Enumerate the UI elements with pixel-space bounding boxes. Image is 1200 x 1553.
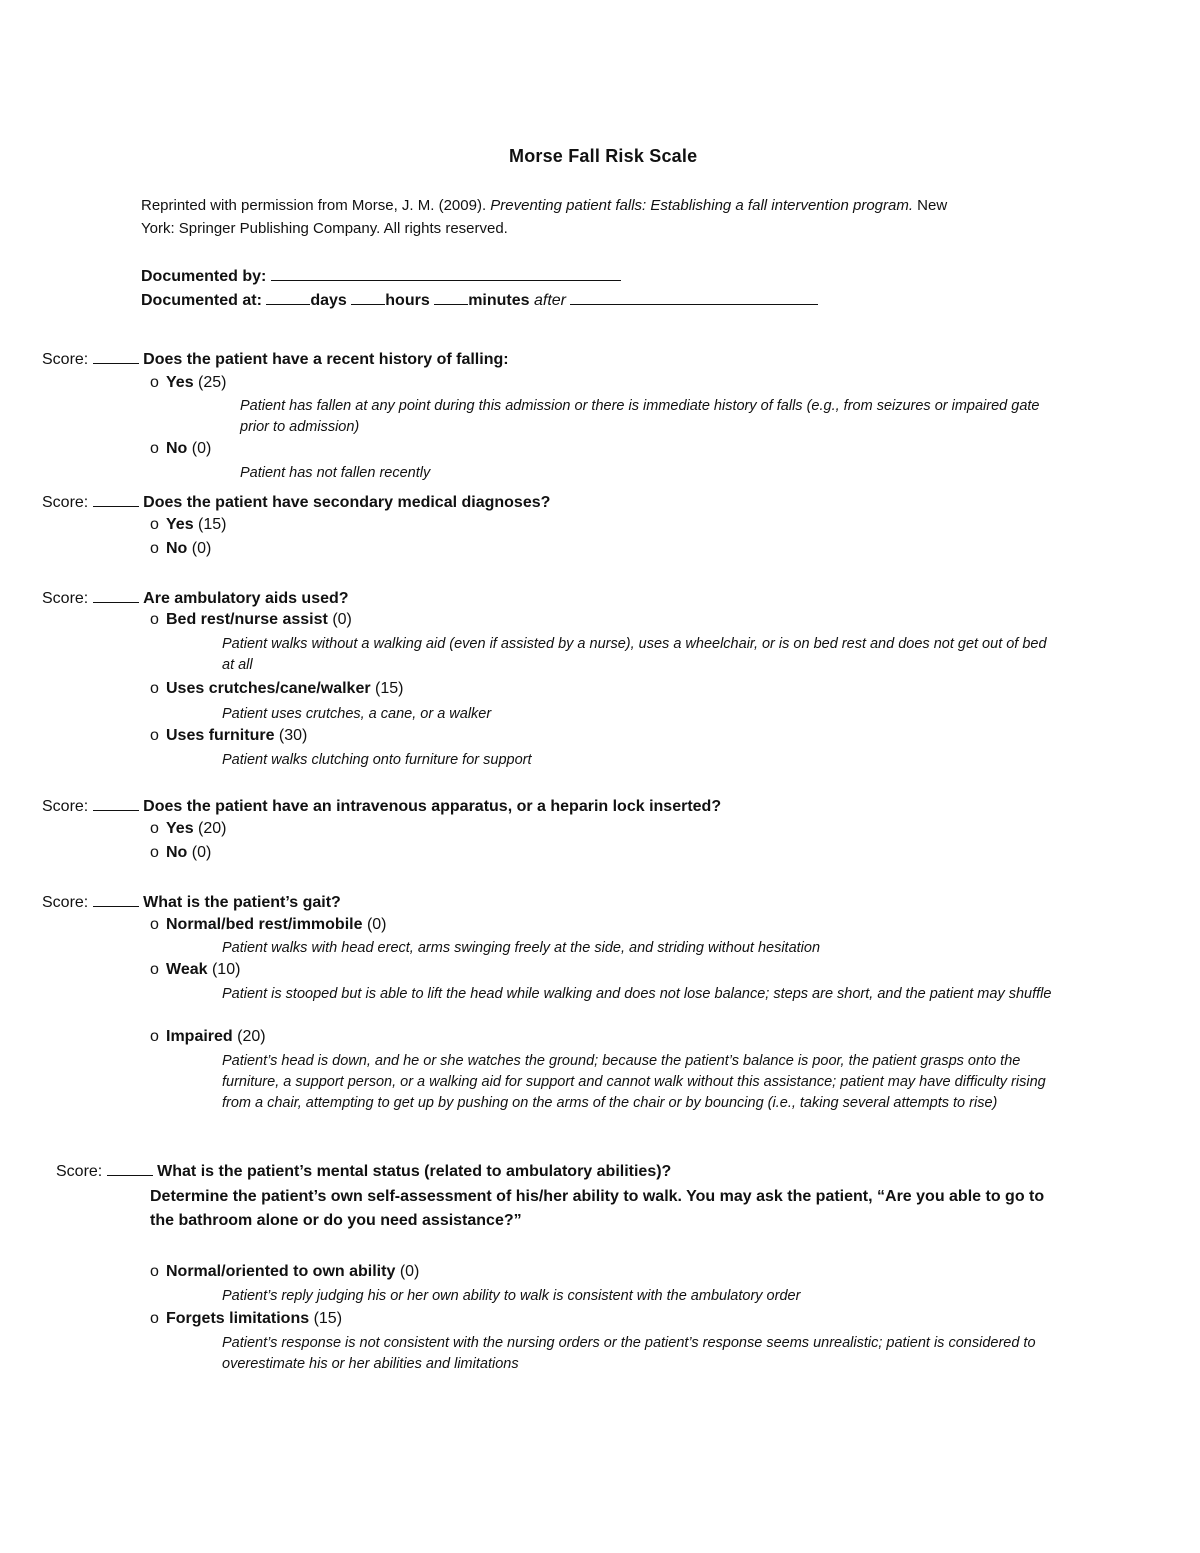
- option-description: Patient has fallen at any point during this admission or there is immediate history of falls (e.g., from seizures or impaired gate prior to admission): [240, 398, 1040, 435]
- documented-by-label: Documented by:: [141, 268, 267, 285]
- score-label: Score:: [42, 798, 89, 815]
- documented-at-label: Documented at:: [141, 292, 262, 309]
- question-row: [42, 588, 349, 610]
- option-points: (15): [198, 516, 227, 533]
- option-points: (20): [237, 1028, 266, 1045]
- option-item[interactable]: [150, 727, 307, 745]
- option-points: (30): [278, 727, 308, 744]
- option-item[interactable]: [150, 1310, 342, 1328]
- option-item[interactable]: [150, 611, 352, 629]
- score-field[interactable]: [93, 492, 139, 507]
- citation-book-title: Preventing patient falls: Establishing a fall intervention program.: [490, 197, 914, 214]
- score-field[interactable]: [93, 892, 139, 907]
- option-item[interactable]: [150, 916, 387, 934]
- bullet-icon: o: [150, 540, 159, 557]
- bullet-icon: o: [150, 844, 159, 861]
- citation-text: Reprinted with permission from Morse, J. M. (2009).: [141, 197, 491, 214]
- option-points: (20): [198, 820, 227, 837]
- option-label: No: [166, 844, 188, 861]
- bullet-icon: o: [150, 440, 159, 457]
- question-text: Does the patient have an intravenous apparatus, or a heparin lock inserted?: [143, 798, 722, 815]
- option-points: (0): [366, 916, 387, 933]
- score-field[interactable]: [93, 349, 139, 364]
- option-label: Weak: [166, 961, 208, 978]
- bullet-icon: o: [150, 961, 159, 978]
- option-description: Patient’s reply judging his or her own ability to walk is consistent with the ambulatory order: [222, 1288, 801, 1304]
- minutes-label: minutes: [468, 292, 530, 309]
- option-label: Impaired: [166, 1028, 233, 1045]
- option-points: (15): [313, 1310, 343, 1327]
- option-description: Patient’s response is not consistent with the nursing orders or the patient’s response seems unrealistic; patient is considered to overestimate his or her abilities and limitations: [222, 1335, 1036, 1372]
- score-field[interactable]: [93, 796, 139, 811]
- option-points: (0): [191, 440, 212, 457]
- bullet-icon: o: [150, 1263, 159, 1280]
- bullet-icon: o: [150, 374, 159, 391]
- option-item[interactable]: [150, 374, 227, 392]
- option-points: (10): [211, 961, 241, 978]
- option-points: (0): [332, 611, 352, 628]
- option-points: (15): [375, 680, 404, 697]
- option-description: Patient has not fallen recently: [240, 465, 431, 481]
- days-field[interactable]: [266, 290, 310, 305]
- option-description: Patient walks without a walking aid (even if assisted by a nurse), uses a wheelchair, or is on bed rest and does not get out of bed at all: [222, 636, 1047, 673]
- bullet-icon: o: [150, 1028, 159, 1045]
- documented-at-row: [141, 290, 818, 310]
- documented-by-field[interactable]: [271, 266, 621, 281]
- option-label: Normal/bed rest/immobile: [166, 916, 363, 933]
- bullet-icon: o: [150, 916, 159, 933]
- option-description: Patient uses crutches, a cane, or a walker: [222, 706, 492, 722]
- option-points: (0): [191, 540, 212, 557]
- bullet-icon: o: [150, 1310, 159, 1327]
- option-label: Forgets limitations: [166, 1310, 310, 1327]
- question-text: What is the patient’s gait?: [143, 894, 341, 911]
- bullet-icon: o: [150, 516, 159, 533]
- option-label: Yes: [166, 820, 194, 837]
- question-text: What is the patient’s mental status (related to ambulatory abilities)?: [157, 1163, 672, 1180]
- option-item[interactable]: [150, 540, 211, 558]
- question-row: [42, 349, 509, 371]
- question-text: Does the patient have a recent history of falling:: [143, 351, 509, 368]
- question-text: Are ambulatory aids used?: [143, 590, 349, 607]
- question-instruction: Determine the patient’s own self-assessment of his/her ability to walk. You may ask the patient, “Are you able to go to the bathroom alone or do you need assistance?”: [150, 1188, 1045, 1229]
- question-row: [42, 796, 721, 818]
- option-label: Yes: [166, 374, 194, 391]
- option-label: No: [166, 440, 188, 457]
- bullet-icon: o: [150, 680, 159, 697]
- option-item[interactable]: [150, 820, 227, 838]
- score-field[interactable]: [107, 1161, 153, 1176]
- option-label: Uses furniture: [166, 727, 275, 744]
- option-description: Patient is stooped but is able to lift the head while walking and does not lose balance; steps are short, and the patient may shuffle: [222, 986, 1052, 1002]
- option-description: Patient walks with head erect, arms swinging freely at the side, and striding without hesitation: [222, 940, 821, 956]
- option-label: Normal/oriented to own ability: [166, 1263, 396, 1280]
- citation: [141, 194, 947, 240]
- score-label: Score:: [42, 494, 89, 511]
- option-label: Bed rest/nurse assist: [166, 611, 328, 628]
- documented-by-row: [141, 266, 621, 286]
- option-item[interactable]: [150, 680, 403, 698]
- question-row: [42, 492, 550, 514]
- option-label: Yes: [166, 516, 194, 533]
- option-description: Patient’s head is down, and he or she watches the ground; because the patient’s balance is poor, the patient grasps onto the furniture, a support person, or a walking aid for support and cannot walk without this assistance; patient may have difficulty rising from a chair, attempting to get up by pushing on the arms of the chair or by bouncing (i.e., taking several attempts to rise): [222, 1053, 1046, 1111]
- bullet-icon: o: [150, 727, 159, 744]
- days-label: days: [310, 292, 347, 309]
- hours-field[interactable]: [351, 290, 385, 305]
- option-label: No: [166, 540, 188, 557]
- option-item[interactable]: [150, 440, 211, 458]
- score-field[interactable]: [93, 588, 139, 603]
- option-item[interactable]: [150, 844, 211, 862]
- option-points: (25): [198, 374, 227, 391]
- after-field[interactable]: [570, 290, 818, 305]
- option-description: Patient walks clutching onto furniture for support: [222, 752, 532, 768]
- question-row: [56, 1161, 671, 1183]
- question-text: Does the patient have secondary medical diagnoses?: [143, 494, 551, 511]
- option-points: (0): [191, 844, 212, 861]
- score-label: Score:: [42, 351, 89, 368]
- bullet-icon: o: [150, 820, 159, 837]
- citation-line-2: York: Springer Publishing Company. All rights reserved.: [141, 220, 508, 237]
- option-item[interactable]: [150, 1263, 419, 1281]
- after-label: after: [533, 292, 566, 309]
- option-item[interactable]: [150, 961, 240, 979]
- option-points: (0): [399, 1263, 420, 1280]
- page-title: Morse Fall Risk Scale: [509, 146, 698, 166]
- score-label: Score:: [56, 1163, 103, 1180]
- hours-label: hours: [385, 292, 430, 309]
- question-row: [42, 892, 341, 914]
- citation-text-end: New: [913, 197, 948, 214]
- bullet-icon: o: [150, 611, 159, 628]
- option-item[interactable]: [150, 516, 227, 534]
- score-label: Score:: [42, 590, 89, 607]
- minutes-field[interactable]: [434, 290, 468, 305]
- score-label: Score:: [42, 894, 89, 911]
- option-item[interactable]: [150, 1028, 266, 1046]
- option-label: Uses crutches/cane/walker: [166, 680, 371, 697]
